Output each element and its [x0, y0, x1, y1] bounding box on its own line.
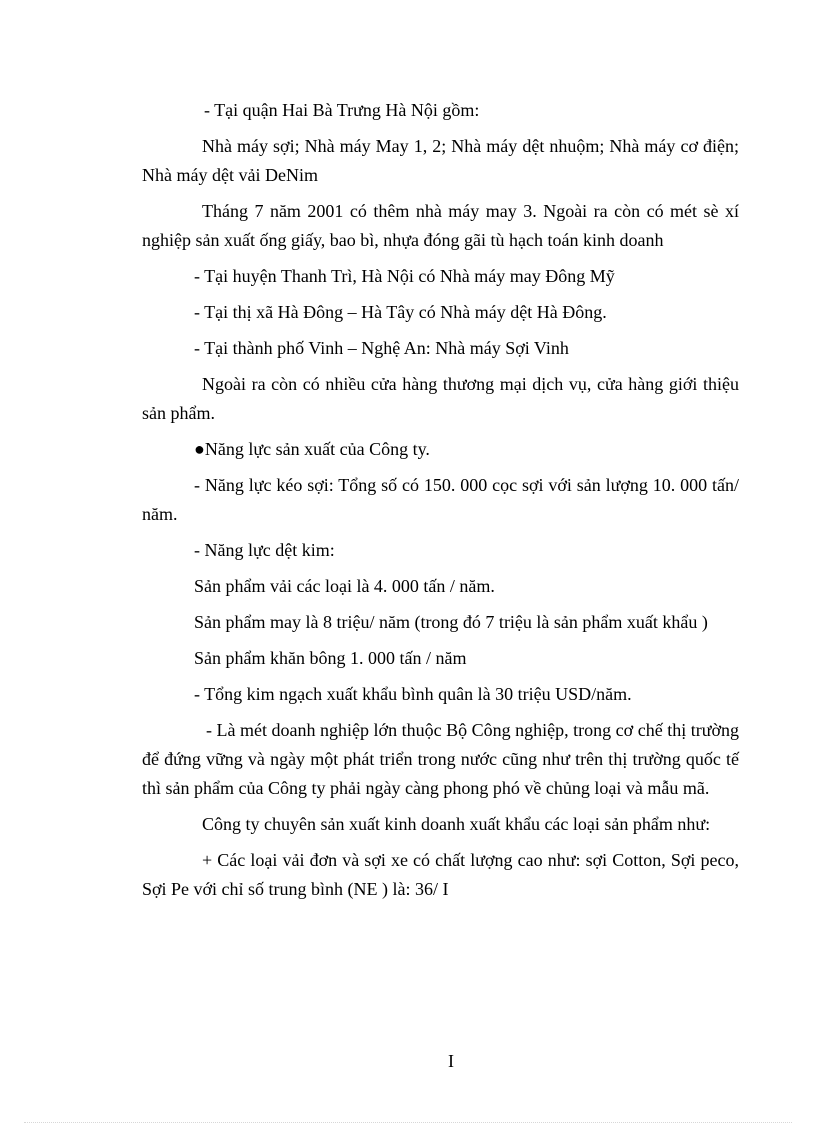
paragraph-knitting-capacity: - Năng lực dệt kim: — [194, 540, 335, 560]
paragraph-thanh-tri: - Tại huyện Thanh Trì, Hà Nội có Nhà máy may Đông Mỹ — [194, 266, 615, 286]
page-number: I — [448, 1051, 454, 1071]
paragraph-product-lines: Công ty chuyên sản xuất kinh doanh xuất khẩu các loại sản phẩm như: — [202, 814, 711, 834]
paragraph-vinh: - Tại thành phố Vinh – Nghệ An: Nhà máy Sợi Vinh — [194, 338, 569, 358]
paragraph-july-2001: Tháng 7 năm 2001 có thêm nhà máy may 3. Ngoài ra còn có mét sè xí nghiệp sản xuất ống giấy, bao bì, nhựa đóng gãi tù hạch toán kinh doanh — [142, 201, 739, 250]
paragraph-shops: Ngoài ra còn có nhiều cửa hàng thương mại dịch vụ, cửa hàng giới thiệu sản phẩm. — [142, 374, 739, 423]
paragraph-garment-output: Sản phẩm may là 8 triệu/ năm (trong đó 7 triệu là sản phẩm xuất khẩu ) — [194, 612, 708, 632]
paragraph-towel-output: Sản phẩm khăn bông 1. 000 tấn / năm — [194, 648, 467, 668]
paragraph-export-turnover: - Tổng kim ngạch xuất khẩu bình quân là 30 triệu USD/năm. — [194, 684, 632, 704]
document-body — [142, 96, 739, 904]
paragraph-enterprise-strategy: - Là mét doanh nghiệp lớn thuộc Bộ Công nghiệp, trong cơ chế thị trường để đứng vững và ngày một phát triển trong nước cũng như trên thị trường quốc tế thì sản phẩm của Công ty phải ngày càng phong phó về chủng loại và mẫu mã. — [142, 720, 739, 798]
paragraph-fabric-output: Sản phẩm vải các loại là 4. 000 tấn / năm. — [194, 576, 495, 596]
paragraph-hai-ba-trung: - Tại quận Hai Bà Trưng Hà Nội gồm: — [204, 100, 480, 120]
paragraph-capacity-heading: ●Năng lực sản xuất của Công ty. — [194, 439, 430, 459]
paragraph-spinning-capacity: - Năng lực kéo sợi: Tổng số có 150. 000 cọc sợi với sản lượng 10. 000 tấn/ năm. — [142, 475, 739, 524]
paragraph-yarn-products: + Các loại vải đơn và sợi xe có chất lượng cao như: sợi Cotton, Sợi peco, Sợi Pe với chỉ số trung bình (NE ) là: 36/ I — [142, 850, 739, 899]
paragraph-ha-dong: - Tại thị xã Hà Đông – Hà Tây có Nhà máy dệt Hà Đông. — [194, 302, 607, 322]
paragraph-factory-list: Nhà máy sợi; Nhà máy May 1, 2; Nhà máy dệt nhuộm; Nhà máy cơ điện; Nhà máy dệt vải DeNim — [142, 136, 739, 185]
